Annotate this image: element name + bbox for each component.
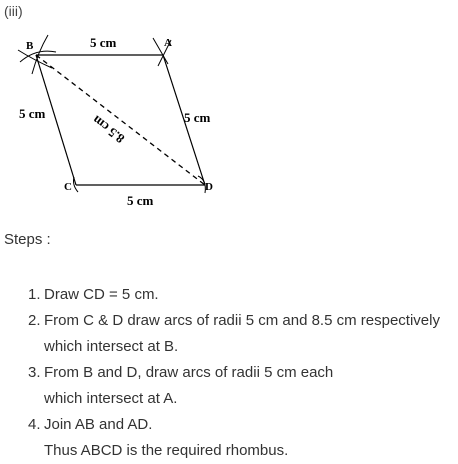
rhombus-construction-figure	[0, 0, 260, 225]
step-number: 1.	[28, 286, 41, 303]
step-text: Join AB and AD.	[44, 416, 153, 433]
step-number: 2.	[28, 312, 41, 329]
label-side-ad: 5 cm	[184, 110, 211, 125]
step-text: Draw CD = 5 cm.	[44, 286, 159, 303]
label-side-cd: 5 cm	[127, 193, 154, 208]
diagonal-bd	[36, 55, 205, 185]
step-text-continued: Thus ABCD is the required rhombus.	[44, 442, 289, 459]
vertex-label-c: C	[64, 181, 72, 193]
step-text-continued: which intersect at B.	[44, 338, 179, 355]
label-side-ba: 5 cm	[90, 35, 117, 50]
part-label: (iii)	[4, 3, 23, 19]
steps-heading: Steps :	[4, 231, 51, 248]
vertex-label-d: D	[205, 181, 213, 193]
steps-list	[28, 282, 456, 464]
step-2	[28, 308, 456, 360]
step-text: From B and D, draw arcs of radii 5 cm each	[44, 364, 334, 381]
step-number: 3.	[28, 364, 41, 381]
step-1	[28, 282, 456, 308]
vertex-label-a: A	[164, 37, 172, 49]
vertex-label-b: B	[26, 40, 34, 52]
label-diagonal-bd: 8.5 cm	[89, 112, 128, 147]
step-number: 4.	[28, 416, 41, 433]
step-text-continued: which intersect at A.	[44, 390, 178, 407]
step-4	[28, 412, 456, 464]
step-3	[28, 360, 456, 412]
label-side-bc: 5 cm	[19, 106, 46, 121]
step-text: From C & D draw arcs of radii 5 cm and 8.5 cm respectively	[44, 312, 440, 329]
